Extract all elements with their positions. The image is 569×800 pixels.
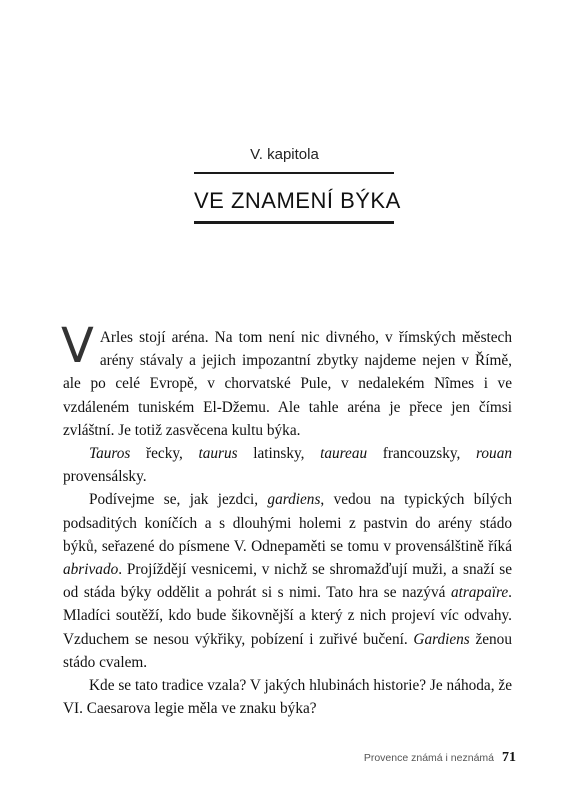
paragraph-text: francouzsky,: [367, 445, 477, 463]
italic-term: Gardiens: [413, 630, 470, 648]
paragraph-1: [61, 318, 512, 442]
chapter-title-block: [194, 172, 401, 224]
drop-cap: V: [61, 318, 94, 374]
title-rule-bottom: [194, 221, 394, 224]
paragraph-text: provensálsky.: [63, 468, 147, 486]
paragraph-1-text: Arles stojí aréna. Na tom není nic divného, v římských městech arény stávaly a jejich impozantní zbytky najdeme nejen v Římě, ale po celé Evropě, v chorvatské Pule, v nedalekém Nîmes i ve vzdáleném tuniském El-Džemu. Ale tahle aréna je přece jen čímsi zvláštní. Je totiž zasvěcena kultu býka.: [63, 329, 512, 439]
paragraph-text: latinsky,: [237, 445, 321, 463]
paragraph-2: [63, 442, 512, 488]
italic-term: abrivado: [63, 561, 119, 579]
page-footer: [364, 748, 516, 766]
paragraph-text: , vedou na typických bílých podsaditých koníčích a s dlouhými holemi z pastvin do arény stádo býků, seřazené do písmene V. Odnepaměti se tomu v provensálštině říká: [63, 491, 512, 555]
running-footer-title: Provence známá i neznámá: [363, 752, 494, 764]
chapter-title: VE ZNAMENÍ BÝKA: [194, 188, 401, 213]
italic-term: taureau: [320, 445, 368, 463]
paragraph-text: Kde se tato tradice vzala? V jakých hlubinách historie? Je náhoda, že VI. Caesarova legie měla ve znaku býka?: [63, 677, 512, 718]
page-number: 71: [502, 750, 516, 765]
italic-term: atrapaïre: [450, 584, 509, 602]
paragraph-3: [63, 488, 512, 674]
paragraph-text: . Projíždějí vesnicemi, v nichž se shromažďují muži, a snaží se od stáda býky oddělit a pohrát si s nimi. Tato hra se nazývá: [63, 561, 512, 602]
italic-term: rouan: [476, 445, 512, 463]
chapter-label: V. kapitola: [250, 146, 319, 163]
paragraph-text: řecky,: [130, 445, 199, 463]
paragraph-text: . Mladíci soutěží, kdo bude šikovnější a který z nich projeví víc odvahy. Vzduchem se nesou výkřiky, pobízení i zuřivé bučení.: [63, 584, 512, 648]
body-text: [61, 318, 512, 720]
paragraph-text: Podívejme se, jak jezdci,: [89, 491, 268, 509]
paragraph-4: [63, 674, 512, 720]
italic-term: gardiens: [267, 491, 321, 509]
italic-term: Tauros: [89, 445, 131, 463]
italic-term: taurus: [198, 445, 238, 463]
paragraph-text: ženou stádo cvalem.: [63, 630, 512, 671]
title-rule-top: [194, 172, 394, 174]
